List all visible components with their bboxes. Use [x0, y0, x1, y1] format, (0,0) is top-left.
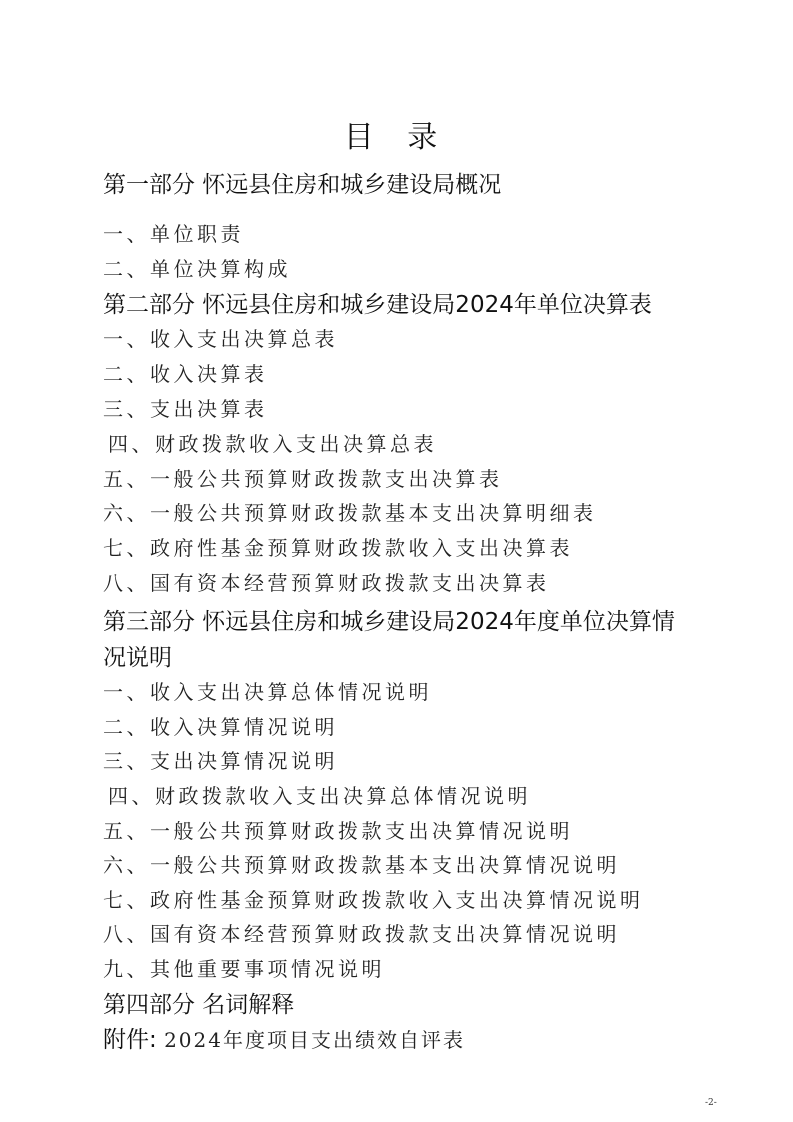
part2-item: 六、一般公共预算财政拨款基本支出决算明细表: [103, 501, 597, 525]
part2-item: 七、政府性基金预算财政拨款收入支出决算表: [103, 536, 573, 560]
attachment-text: 2024年度项目支出绩效自评表: [164, 1028, 465, 1052]
part3-item: 八、国有资本经营预算财政拨款支出决算情况说明: [103, 922, 620, 946]
part2-item: 八、国有资本经营预算财政拨款支出决算表: [103, 571, 550, 595]
part3-item: 一、收入支出决算总体情况说明: [103, 680, 432, 704]
part3-item: 六、一般公共预算财政拨款基本支出决算情况说明: [103, 853, 620, 877]
part3-item: 九、其他重要事项情况说明: [103, 957, 385, 981]
part1-item: 二、单位决算构成: [103, 257, 291, 281]
part2-item: 一、收入支出决算总表: [103, 327, 338, 351]
attachment-line: [103, 1021, 465, 1054]
part2-item: 二、收入决算表: [103, 362, 268, 386]
part3-item: 五、一般公共预算财政拨款支出决算情况说明: [103, 819, 573, 843]
part2-heading: 第二部分 怀远县住房和城乡建设局2024年单位决算表: [103, 292, 652, 318]
part3-heading: 第三部分 怀远县住房和城乡建设局2024年度单位决算情: [103, 609, 675, 635]
page-number: -2-: [705, 1098, 717, 1108]
part1-item: 一、单位职责: [103, 222, 244, 246]
part3-item: 七、政府性基金预算财政拨款收入支出决算情况说明: [103, 888, 644, 912]
page-title: 目 录: [343, 120, 450, 155]
part4-heading: 第四部分 名词解释: [103, 992, 295, 1018]
attachment-label: 附件:: [103, 1027, 157, 1053]
part2-item: 四、财政拨款收入支出决算总表: [108, 432, 437, 456]
part1-heading: 第一部分 怀远县住房和城乡建设局概况: [103, 172, 502, 198]
part2-item: 三、支出决算表: [103, 397, 268, 421]
part3-item: 二、收入决算情况说明: [103, 715, 338, 739]
part3-item: 四、财政拨款收入支出决算总体情况说明: [108, 784, 531, 808]
part3-item: 三、支出决算情况说明: [103, 749, 338, 773]
part2-item: 五、一般公共预算财政拨款支出决算表: [103, 467, 503, 491]
part3-heading-continued: 况说明: [103, 645, 172, 671]
